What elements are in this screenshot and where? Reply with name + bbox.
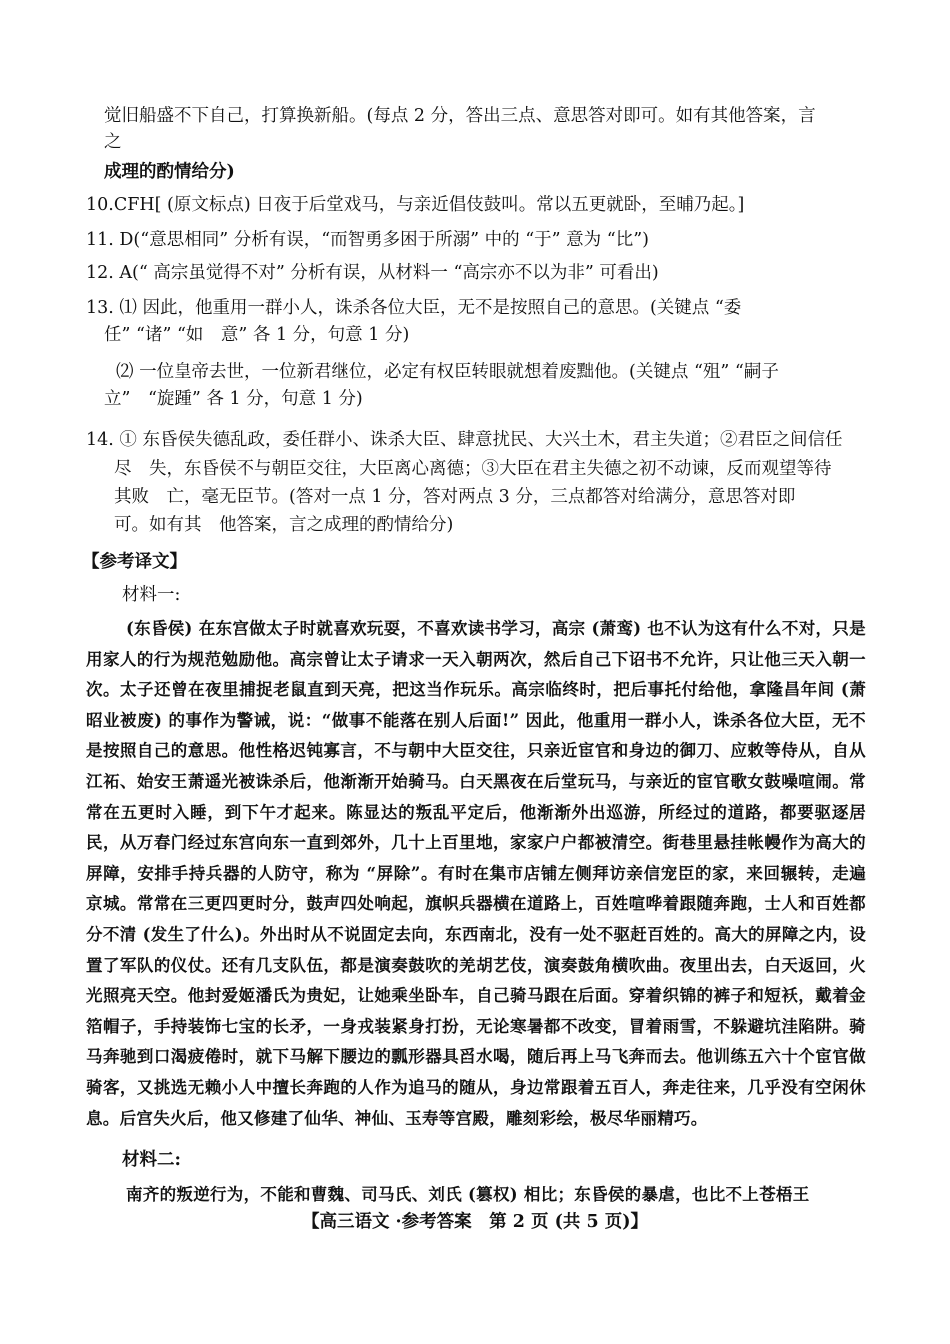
answer-14-line-3: 其败 亡，毫无臣节。(答对一点 1 分，答对两点 3 分，三点都答对给满分，意思答对即 xyxy=(114,487,796,507)
translation-heading: 【参考译文】 xyxy=(82,552,187,572)
answer-9-line-1: 觉旧船盛不下自己，打算换新船。(每点 2 分，答出三点、意思答对即可。如有其他答案，言 xyxy=(104,106,816,126)
material-1-label: 材料一: xyxy=(122,585,181,605)
answer-11: 11. D(“意思相同” 分析有误，“而智勇多困于所溺” 中的 “于” 意为 “比”) xyxy=(86,230,649,250)
answer-12: 12. A(“ 高宗虽觉得不对” 分析有误，从材料一 “高宗亦不以为非” 可看出) xyxy=(86,263,659,283)
material-1-text: (东昏侯) 在东宫做太子时就喜欢玩耍，不喜欢读书学习，高宗 (萧鸾) 也不认为这有什么不对，只是用家人的行为规范勉励他。高宗曾让太子请求一天入朝两次，然后自己下诏书不允许，只让他三天入朝一次。太子还曾在夜里捕捉老鼠直到天亮，把这当作玩乐。高宗临终时，把后事托付给他，拿隆昌年间 (萧昭业被废) 的事作为警诫，说：“做事不能落在别人后面!” 因此，他重用一群小人，诛杀各位大臣，无不是按照自己的意思。他性格迟钝寡言，不与朝中大臣交往，只亲近宦官和身边的御刀、应敕等侍从，自从江祏、始安王萧遥光被诛杀后，他渐渐开始骑马。白天黑夜在后堂玩马，与亲近的宦官歌女鼓噪喧闹。常常在五更时入睡，到下午才起来。陈显达的叛乱平定后，他渐渐外出巡游，所经过的道路，都要驱逐居民，从万春门经过东宫向东一直到郊外，几十上百里地，家家户户都被清空。街巷里悬挂帐幔作为高大的屏障，安排手持兵器的人防守，称为 “屏除”。有时在集市店铺左侧拜访亲信宠臣的家，来回辗转，走遍京城。常常在三更四更时分，鼓声四处响起，旗帜兵器横在道路上，百姓喧哗着跟随奔跑，士人和百姓都分不清 (发生了什么)。外出时从不说固定去向，东西南北，没有一处不驱赶百姓的。高大的屏障之内，设置了军队的仪仗。还有几支队伍，都是演奏鼓吹的羌胡艺伎，演奏鼓角横吹曲。夜里出去，白天返回，火光照亮天空。他封爱姬潘氏为贵妃，让她乘坐卧车，自己骑马跟在后面。穿着织锦的裤子和短袄，戴着金箔帽子，手持装饰七宝的长矛，一身戎装紧身打扮，无论寒暑都不改变，冒着雨雪，不躲避坑洼陷阱。骑马奔驰到口渴疲倦时，就下马解下腰边的瓢形器具舀水喝，随后再上马飞奔而去。他训练五六十个宦官做骑客，又挑选无赖小人中擅长奔跑的人作为追马的随从，身边常跟着五百人，奔走往来，几乎没有空闲休息。后宫失火后，他又修建了仙华、神仙、玉寿等宫殿，雕刻彩绘，极尽华丽精巧。 xyxy=(86,619,866,1128)
answer-10: 10.CFH[ (原文标点) 日夜于后堂戏马，与亲近倡伎鼓叫。常以五更就卧，至晡乃起。] xyxy=(86,195,745,215)
answer-14-line-4: 可。如有其 他答案，言之成理的酌情给分) xyxy=(114,515,454,535)
answer-9-line-2: 之 xyxy=(104,132,122,152)
answer-9-line-3: 成理的酌情给分) xyxy=(104,162,235,182)
answer-13-1-line-1: 13. ⑴ 因此，他重用一群小人，诛杀各位大臣，无不是按照自己的意思。(关键点 “委 xyxy=(86,298,742,318)
material-2-text: 南齐的叛逆行为，不能和曹魏、司马氏、刘氏 (篡权) 相比；东昏侯的暴虐，也比不上苍梧王 xyxy=(126,1185,810,1204)
answer-14-line-2: 尽 失，东昏侯不与朝臣交往，大臣离心离德；③大臣在君主失德之初不动谏，反而观望等待 xyxy=(114,459,832,479)
answer-14-line-1: 14. ① 东昏侯失德乱政，委任群小、诛杀大臣、肆意扰民、大兴土木，君主失道；②君臣之间信任 xyxy=(86,430,843,450)
answer-13-2-line-1: ⑵ 一位皇帝去世，一位新君继位，必定有权臣转眼就想着废黜他。(关键点 “殂” “嗣子 xyxy=(116,362,779,382)
answer-13-2-line-2: 立” “旋踵” 各 1 分，句意 1 分) xyxy=(104,389,363,409)
page-footer: 【高三语文 ·参考答案 第 2 页 (共 5 页)】 xyxy=(301,1212,649,1232)
material-2-label: 材料二: xyxy=(122,1150,181,1170)
answer-13-1-line-2: 任” “诸” “如 意” 各 1 分，句意 1 分) xyxy=(104,325,410,345)
